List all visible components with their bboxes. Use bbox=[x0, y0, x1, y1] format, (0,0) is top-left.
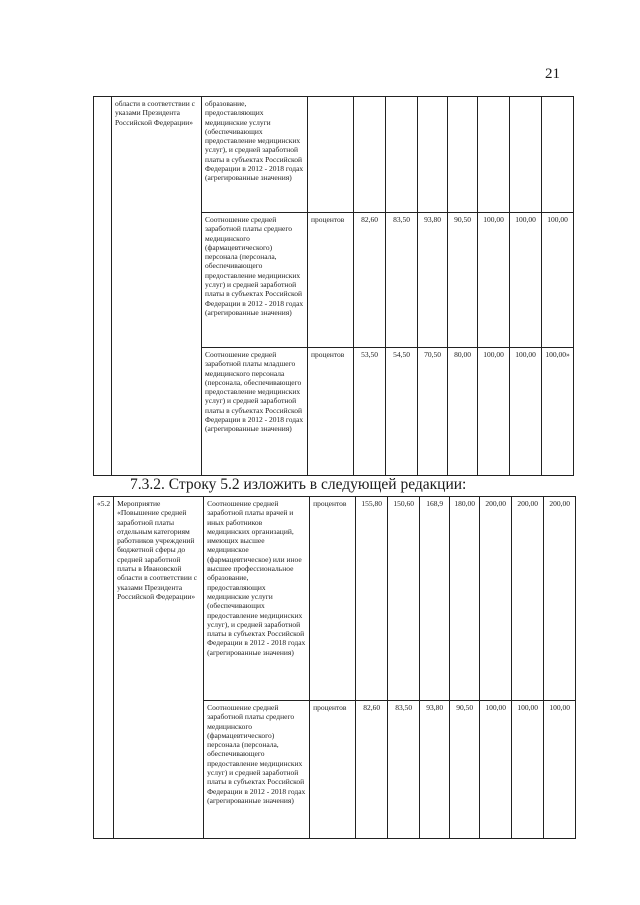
value-cell: 100,00 bbox=[542, 213, 574, 348]
value-cell: 53,50 bbox=[354, 348, 386, 476]
value-cell: 100,00 bbox=[480, 701, 512, 839]
value-cell bbox=[478, 97, 510, 213]
value-cell: 82,60 bbox=[356, 701, 388, 839]
page-number: 21 bbox=[545, 66, 560, 82]
value-cell bbox=[386, 97, 418, 213]
value-cell bbox=[448, 97, 478, 213]
indicator-table-continued bbox=[93, 96, 574, 476]
value-cell: 100,00 bbox=[512, 701, 544, 839]
value-cell: 90,50 bbox=[450, 701, 480, 839]
indicator-cell: Соотношение средней заработной платы среднего медицинского (фармацевтического) персонала (персонала, обеспечивающего предоставление медицинских услуг) и средней заработной платы в субъектах Российской Федерации в 2012 - 2018 годах (агрегированные значения) bbox=[202, 213, 308, 348]
value-cell: 180,00 bbox=[450, 497, 480, 701]
value-cell bbox=[354, 97, 386, 213]
table-row bbox=[94, 497, 576, 701]
value-cell bbox=[542, 97, 574, 213]
unit-cell: процентов bbox=[308, 348, 354, 476]
value-cell: 155,80 bbox=[356, 497, 388, 701]
value-cell: 83,50 bbox=[386, 213, 418, 348]
table-row bbox=[94, 97, 574, 213]
value-cell: 83,50 bbox=[388, 701, 420, 839]
indicator-cell: Соотношение средней заработной платы среднего медицинского (фармацевтического) персонала (персонала, обеспечивающего предоставление медицинских услуг) и средней заработной платы в субъектах Российской Федерации в 2012 - 2018 годах (агрегированные значения) bbox=[204, 701, 310, 839]
section-heading: 7.3.2. Строку 5.2 изложить в следующей редакции: bbox=[130, 476, 467, 493]
value-cell: 100,00 bbox=[510, 213, 542, 348]
value-cell: 168,9 bbox=[420, 497, 450, 701]
indicator-cell: Соотношение средней заработной платы младшего медицинского персонала (персонала, обеспечивающего предоставление медицинских услуг) и средней заработной платы в субъектах Российской Федерации в 2012 - 2018 годах (агрегированные значения) bbox=[202, 348, 308, 476]
indicator-cell: образование, предоставляющих медицинские услуги (обеспечивающих предоставление медицинских услуг), и средней заработной платы в субъектах Российской Федерации в 2012 - 2018 годах (агрегированные значения) bbox=[202, 97, 308, 213]
value-cell: 200,00 bbox=[544, 497, 576, 701]
value-cell: 70,50 bbox=[418, 348, 448, 476]
value-cell: 93,80 bbox=[418, 213, 448, 348]
value-cell: 200,00 bbox=[480, 497, 512, 701]
value-cell: 200,00 bbox=[512, 497, 544, 701]
unit-cell: процентов bbox=[310, 497, 356, 701]
value-cell: 100,00 bbox=[510, 348, 542, 476]
unit-cell: процентов bbox=[310, 701, 356, 839]
unit-cell bbox=[308, 97, 354, 213]
value-cell: 100,00» bbox=[542, 348, 574, 476]
value-cell: 80,00 bbox=[448, 348, 478, 476]
row-number-cell: «5.2 bbox=[94, 497, 114, 839]
value-cell: 100,00 bbox=[478, 348, 510, 476]
unit-cell: процентов bbox=[308, 213, 354, 348]
value-cell: 150,60 bbox=[388, 497, 420, 701]
measure-cell: области в соответствии с указами Президента Российской Федерации» bbox=[112, 97, 202, 476]
measure-cell: Мероприятие «Повышение средней заработной платы отдельным категориям работников учреждений бюджетной сферы до средней заработной платы в Ивановской области в соответствии с указами Президента Российской Федерации» bbox=[114, 497, 204, 839]
value-cell: 54,50 bbox=[386, 348, 418, 476]
value-cell: 90,50 bbox=[448, 213, 478, 348]
value-cell bbox=[418, 97, 448, 213]
indicator-table-new bbox=[93, 496, 576, 839]
value-cell bbox=[510, 97, 542, 213]
indicator-cell: Соотношение средней заработной платы врачей и иных работников медицинских организаций, имеющих высшее медицинское (фармацевтическое) или иное высшее профессиональное образование, предоставляющих медицинские услуги (обеспечивающих предоставление медицинских услуг), и средней заработной платы в субъектах Российской Федерации в 2012 - 2018 годах (агрегированные значения) bbox=[204, 497, 310, 701]
row-number-cell bbox=[94, 97, 112, 476]
value-cell: 100,00 bbox=[478, 213, 510, 348]
value-cell: 93,80 bbox=[420, 701, 450, 839]
value-cell: 100,00 bbox=[544, 701, 576, 839]
value-cell: 82,60 bbox=[354, 213, 386, 348]
